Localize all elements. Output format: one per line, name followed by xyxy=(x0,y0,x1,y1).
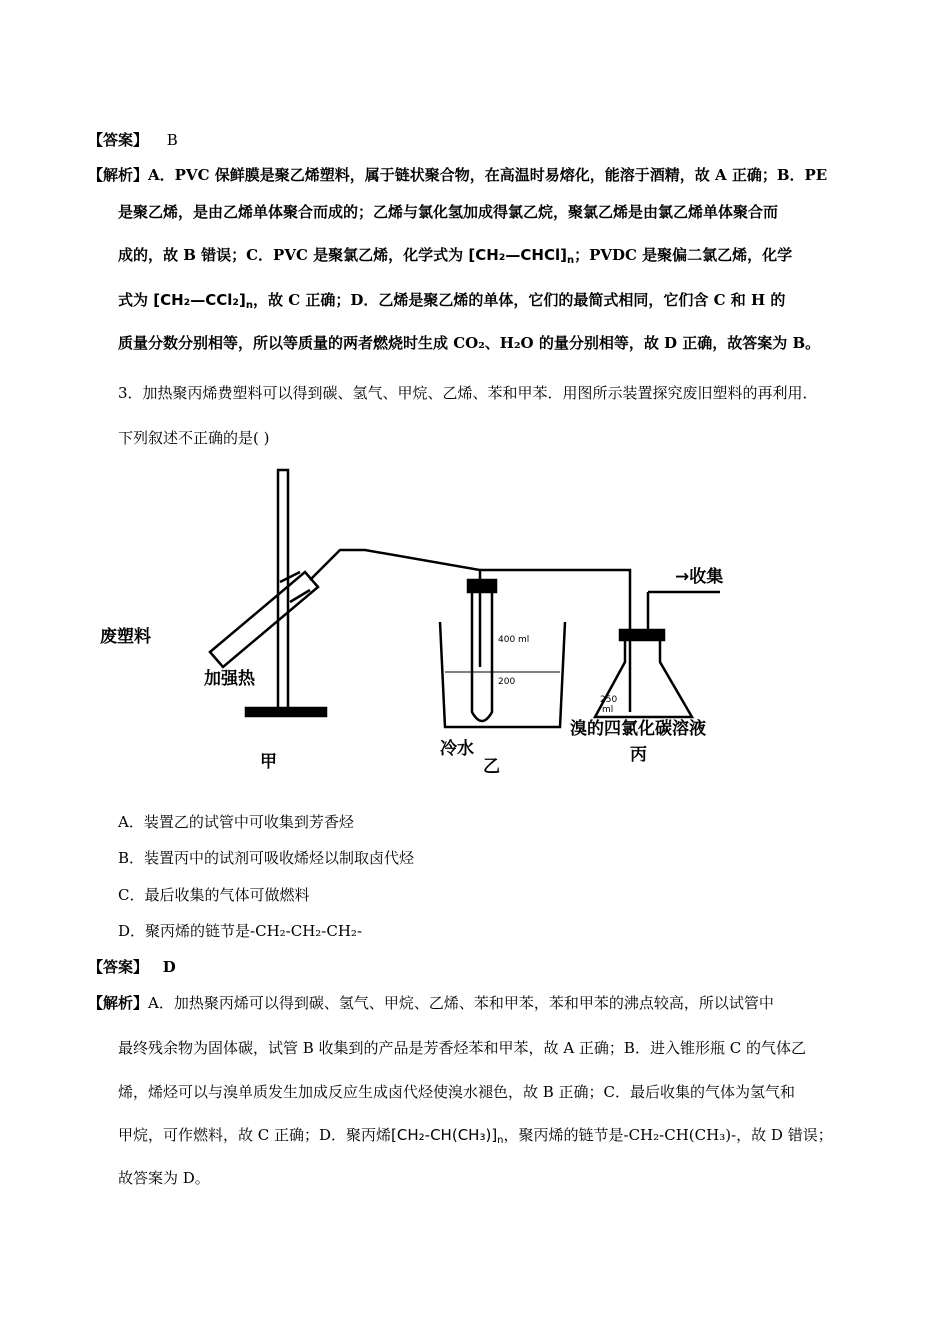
question-3-stem-2: 下列叙述不正确的是( ) xyxy=(118,429,270,447)
label-strong-heat: 加强热 xyxy=(204,669,255,689)
analysis-q3-line-1: 【解析】A．加热聚丙烯可以得到碳、氢气、甲烷、乙烯、苯和甲苯，苯和甲苯的沸点较高，所以试管中 xyxy=(88,994,774,1012)
analysis-line-1: 【解析】A．PVC 保鲜膜是聚乙烯塑料，属于链状聚合物，在高温时易熔化，能溶于酒精，故 A 正确；B．PE xyxy=(88,166,828,184)
answer-value-q3: D xyxy=(162,958,176,976)
option-c: C．最后收集的气体可做燃料 xyxy=(118,886,310,904)
apparatus-diagram xyxy=(100,462,800,782)
option-d: D．聚丙烯的链节是-CH₂-CH₂-CH₂- xyxy=(118,922,363,940)
pvc-formula: $[CH_2—CHCl]_n$ xyxy=(468,246,575,266)
analysis-line-5: 质量分数分别相等，所以等质量的两者燃烧时生成 CO₂、H₂O 的量分别相等，故 D 正确，故答案为 B。 xyxy=(118,334,821,352)
label-cold-water: 冷水 xyxy=(440,739,474,759)
analysis-q3-line-4: 甲烷，可作燃料，故 C 正确；D．聚丙烯$[CH_2-CH(CH_3)]_n$，聚丙烯的链节是-CH₂-CH(CH₃)-，故 D 错误； xyxy=(118,1126,833,1146)
flask-mark-ml: ml xyxy=(602,705,614,715)
analysis-q3-line-5: 故答案为 D。 xyxy=(118,1169,210,1187)
analysis-q3-line-3: 烯，烯烃可以与溴单质发生加成反应生成卤代烃使溴水褪色，故 B 正确；C．最后收集的气体为氢气和 xyxy=(118,1083,796,1101)
option-b: B．装置丙中的试剂可吸收烯烃以制取卤代烃 xyxy=(118,849,415,867)
analysis-label: 【解析】 xyxy=(88,166,149,184)
analysis-line-4: 式为 $[CH_2—CCl_2]_n$，故 C 正确；D．乙烯是聚乙烯的单体，它们的最简式相同，它们含 C 和 H 的 xyxy=(118,291,786,311)
pvdc-formula: $[CH_2—CCl_2]_n$ xyxy=(153,291,253,311)
label-bing: 丙 xyxy=(630,745,647,765)
label-waste-plastic: 废塑料 xyxy=(100,627,151,647)
question-3-stem: 3．加热聚丙烯费塑料可以得到碳、氢气、甲烷、乙烯、苯和甲苯．用图所示装置探究废旧塑料的再利用． xyxy=(118,384,818,402)
analysis-q3-line-2: 最终残余物为固体碳，试管 B 收集到的产品是芳香烃苯和甲苯，故 A 正确；B．进入锥形瓶 C 的气体乙 xyxy=(118,1039,806,1057)
label-bromine-solution: 溴的四氯化碳溶液 xyxy=(570,719,706,739)
analysis-label-q3: 【解析】 xyxy=(88,994,149,1012)
beaker-mark-400: 400 ml xyxy=(498,635,530,645)
collection-tube xyxy=(472,590,492,721)
beaker-mark-200: 200 xyxy=(498,677,516,687)
answer-line-q3 xyxy=(88,957,176,977)
analysis-line-3: 成的，故 B 错误；C．PVC 是聚氯乙烯，化学式为 $[CH_2—CHCl]_n$；PVDC 是聚偏二氯乙烯，化学 xyxy=(118,246,793,266)
answer-label: 【答案】 xyxy=(88,131,149,149)
answer-line-q2 xyxy=(88,130,178,150)
test-tube xyxy=(210,572,318,667)
label-jia: 甲 xyxy=(260,752,277,772)
label-collect: →收集 xyxy=(675,567,724,587)
analysis-line-2: 是聚乙烯，是由乙烯单体聚合而成的；乙烯与氯化氢加成得氯乙烷，聚氯乙烯是由氯乙烯单体聚合而 xyxy=(118,203,779,221)
stand-base xyxy=(246,708,326,716)
flask-mark-250: 250 xyxy=(600,695,618,705)
pp-formula: $[CH_2-CH(CH_3)]_n$ xyxy=(391,1126,504,1146)
option-a: A．装置乙的试管中可收集到芳香烃 xyxy=(118,813,354,831)
answer-label-q3: 【答案】 xyxy=(88,958,149,976)
answer-value: B xyxy=(166,131,178,149)
label-yi: 乙 xyxy=(483,757,500,777)
